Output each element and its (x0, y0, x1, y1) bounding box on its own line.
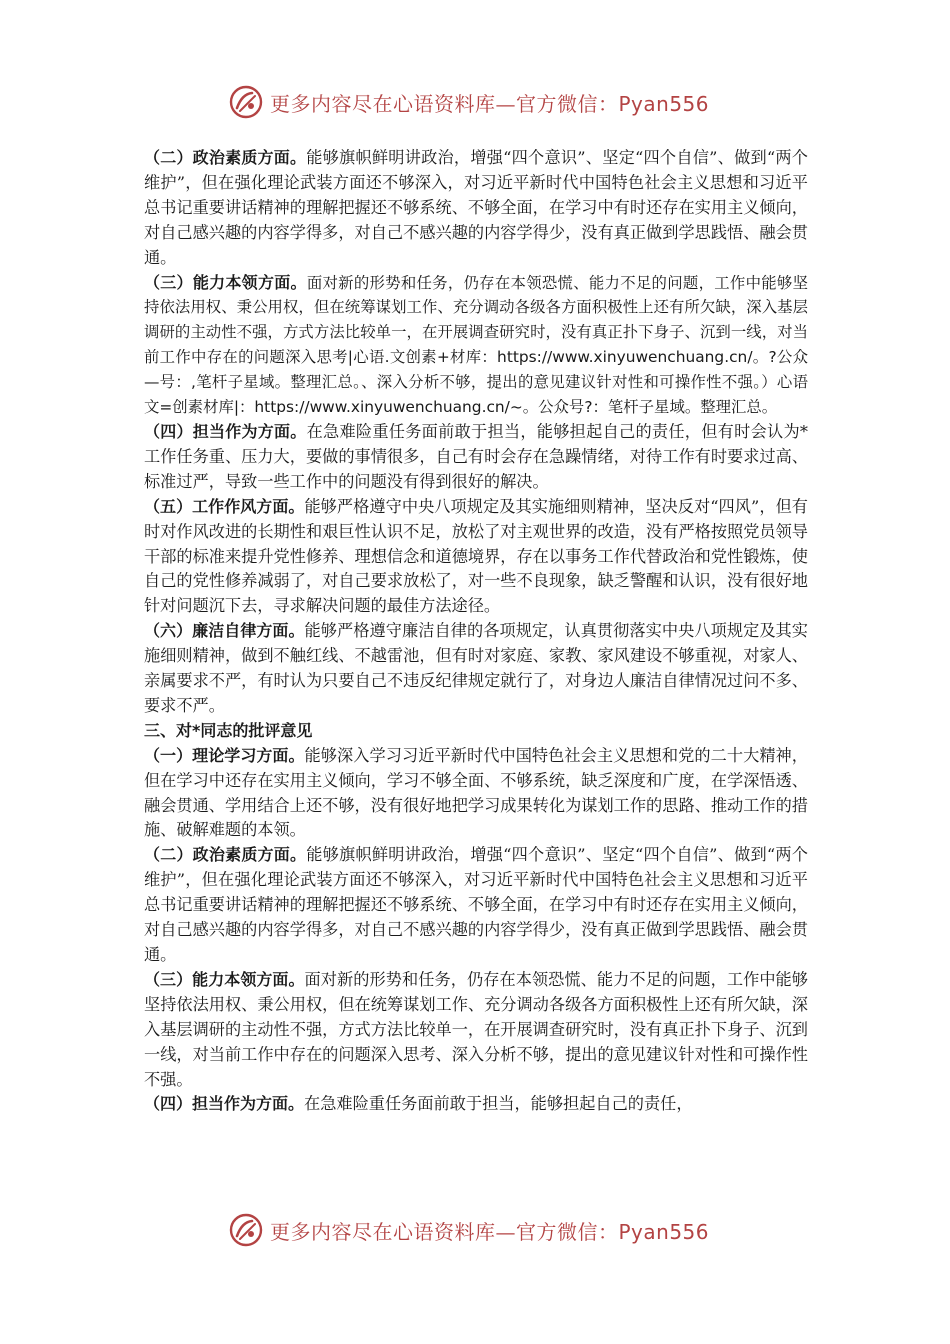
brand-logo-icon (228, 84, 264, 120)
header-banner (228, 82, 728, 122)
banner-wechat-id: Pyan556 (618, 91, 710, 116)
banner-main-text: 更多内容尽在心语资料库—官方微信： (270, 91, 619, 116)
document-body (144, 146, 808, 1117)
banner-text (270, 1216, 709, 1245)
paragraph: （二）政治素质方面。能够旗帜鲜明讲政治，增强“四个意识”、坚定“四个自信”、做到“两个维护”，但在强化理论武装方面还不够深入，对习近平新时代中国特色社会主义思想和习近平总书记重要讲话精神的理解把握还不够系统、不够全面，在学习中有时还存在实用主义倾向，对自己感兴趣的内容学得多，对自己不感兴趣的内容学得少，没有真正做到学思践悟、融会贯通。 (144, 148, 808, 267)
paragraph: （一）理论学习方面。能够深入学习习近平新时代中国特色社会主义思想和党的二十大精神，但在学习中还存在实用主义倾向，学习不够全面、不够系统，缺乏深度和广度，在学深悟透、融会贯通、学用结合上还不够，没有很好地把学习成果转化为谋划工作的思路、推动工作的措施、破解难题的本领。 (144, 745, 808, 840)
banner-main-text: 更多内容尽在心语资料库—官方微信： (270, 1219, 619, 1244)
section-title: 三、对*同志的批评意见 (144, 720, 313, 740)
footer-banner (228, 1210, 728, 1250)
banner-wechat-id: Pyan556 (618, 1219, 710, 1244)
brand-logo-icon (228, 1212, 264, 1248)
paragraph: （五）工作作风方面。能够严格遵守中央八项规定及其实施细则精神，坚决反对“四风”，但有时对作风改进的长期性和艰巨性认识不足，放松了对主观世界的改造，没有严格按照党员领导干部的标准来提升党性修养、理想信念和道德境界，存在以事务工作代替政治和党性锻炼，使自己的党性修养减弱了，对自己要求放松了，对一些不良现象，缺乏警醒和认识，没有很好地针对问题沉下去，寻求解决问题的最佳方法途径。 (144, 496, 808, 616)
banner-text (270, 88, 709, 117)
paragraph: （二）政治素质方面。能够旗帜鲜明讲政治，增强“四个意识”、坚定“四个自信”、做到“两个维护”，但在强化理论武装方面还不够深入，对习近平新时代中国特色社会主义思想和习近平总书记重要讲话精神的理解把握还不够系统、不够全面，在学习中有时还存在实用主义倾向，对自己感兴趣的内容学得多，对自己不感兴趣的内容学得少，没有真正做到学思践悟、融会贯通。 (144, 845, 808, 964)
paragraph: （三）能力本领方面。面对新的形势和任务，仍存在本领恐慌、能力不足的问题，工作中能够坚持依法用权、秉公用权，但在统筹谋划工作、充分调动各级各方面积极性上还有所欠缺，深入基层调研的主动性不强，方式方法比较单一，在开展调查研究时，没有真正扑下身子、沉到一线，对当前工作中存在的问题深入思考、深入分析不够，提出的意见建议针对性和可操作性不强。 (144, 969, 808, 1089)
paragraph: （三）能力本领方面。面对新的形势和任务，仍存在本领恐慌、能力不足的问题，工作中能够坚持依法用权、秉公用权，但在统筹谋划工作、充分调动各级各方面积极性上还有所欠缺，深入基层调研的主动性不强，方式方法比较单一，在开展调查研究时，没有真正扑下身子、沉到一线，对当前工作中存在的问题深入思考|心语.文创素+材库：https://www.xinyuwenchuang.cn/。?公众—号：,笔杆子星域。整理汇总。、深入分析不够，提出的意见建议针对性和可操作性不强。）心语文=创素材库|：https://www.xinyuwenchuang.cn/~。公众号?：笔杆子星域。整理汇总。 (144, 272, 808, 417)
paragraph: （四）担当作为方面。在急难险重任务面前敢于担当，能够担起自己的责任， (144, 1094, 693, 1114)
paragraph: （六）廉洁自律方面。能够严格遵守廉洁自律的各项规定，认真贯彻落实中央八项规定及其实施细则精神，做到不触红线、不越雷池，但有时对家庭、家教、家风建设不够重视，对家人、亲属要求不严，有时认为只要自己不违反纪律规定就行了，对身边人廉洁自律情况过问不多、要求不严。 (144, 621, 808, 715)
paragraph: （四）担当作为方面。在急难险重任务面前敢于担当，能够担起自己的责任，但有时会认为*工作任务重、压力大，要做的事情很多，自己有时会存在急躁情绪，对待工作有时要求过高、标准过严，导致一些工作中的问题没有得到很好的解决。 (144, 421, 808, 491)
